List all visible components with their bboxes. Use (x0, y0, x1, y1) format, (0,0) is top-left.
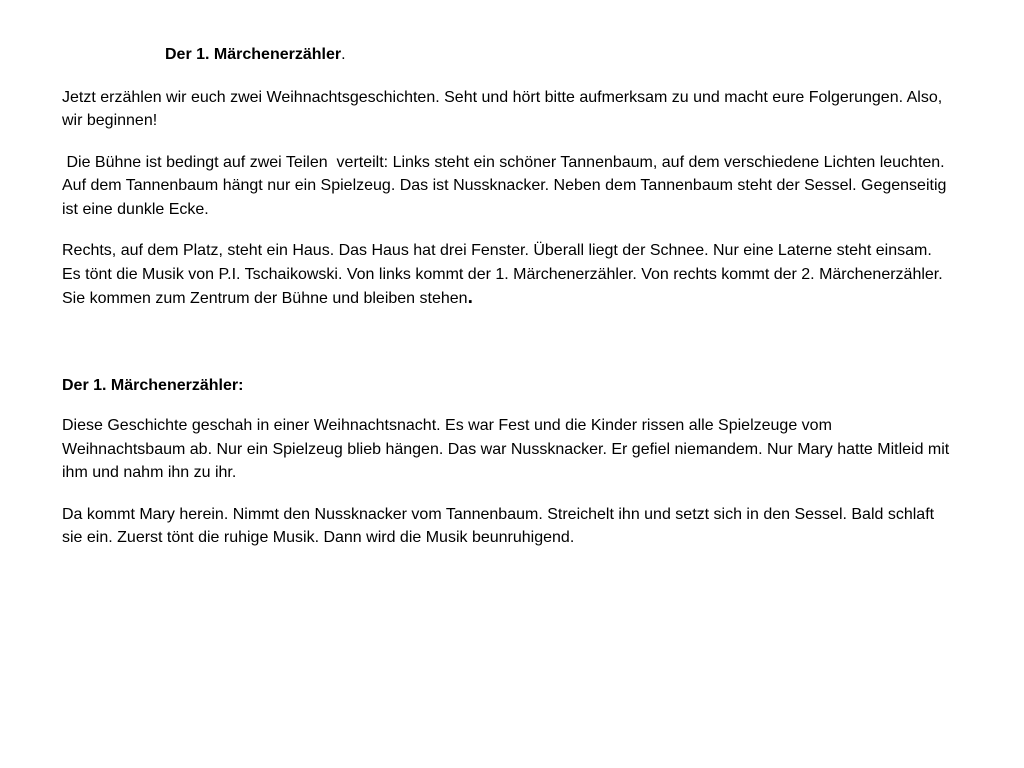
section-spacer (62, 329, 952, 374)
document-page (62, 43, 952, 568)
mary-paragraph: Da kommt Mary herein. Nimmt den Nussknacker vom Tannenbaum. Streichelt ihn und setzt sich in den Sessel. Bald schlaft sie ein. Zuerst tönt die ruhige Musik. Dann wird die Musik beunruhigend. (62, 505, 935, 546)
title-period: . (341, 46, 346, 63)
stage-right-text: Rechts, auf dem Platz, steht ein Haus. Das Haus hat drei Fenster. Überall liegt der Schnee. Nur eine Laterne steht einsam. Es tönt die Musik von P.I. Tschaikowski. Von links kommt der 1. Märchenerzähler. Von rechts kommt der 2. Märchenerzähler. Sie kommen zum Zentrum der Bühne und bleiben stehen (62, 242, 943, 307)
stage-left-paragraph: Die Bühne ist bedingt auf zwei Teilen verteilt: Links steht ein schöner Tannenbaum, auf dem verschiedene Lichten leuchten. Auf dem Tannenbaum hängt nur ein Spielzeug. Das ist Nussknacker. Neben dem Tannenbaum steht der Sessel. Gegenseitig ist eine dunkle Ecke. (62, 153, 951, 218)
story-paragraph: Diese Geschichte geschah in einer Weihnachtsnacht. Es war Fest und die Kinder rissen alle Spielzeuge vom Weihnachtsbaum ab. Nur ein Spielzeug blieb hängen. Das war Nussknacker. Er gefiel niemandem. Nur Mary hatte Mitleid mit ihm und nahm ihn zu ihr. (62, 417, 950, 481)
section-heading: Der 1. Märchenerzähler: (62, 376, 244, 394)
stage-right-paragraph (62, 239, 952, 311)
document-title (165, 43, 952, 67)
stage-right-period: . (467, 287, 473, 308)
intro-paragraph: Jetzt erzählen wir euch zwei Weihnachtsgeschichten. Seht und hört bitte aufmerksam zu und macht eure Folgerungen. Also, wir beginnen! (62, 88, 943, 129)
title-text: Der 1. Märchenerzähler (165, 46, 342, 63)
